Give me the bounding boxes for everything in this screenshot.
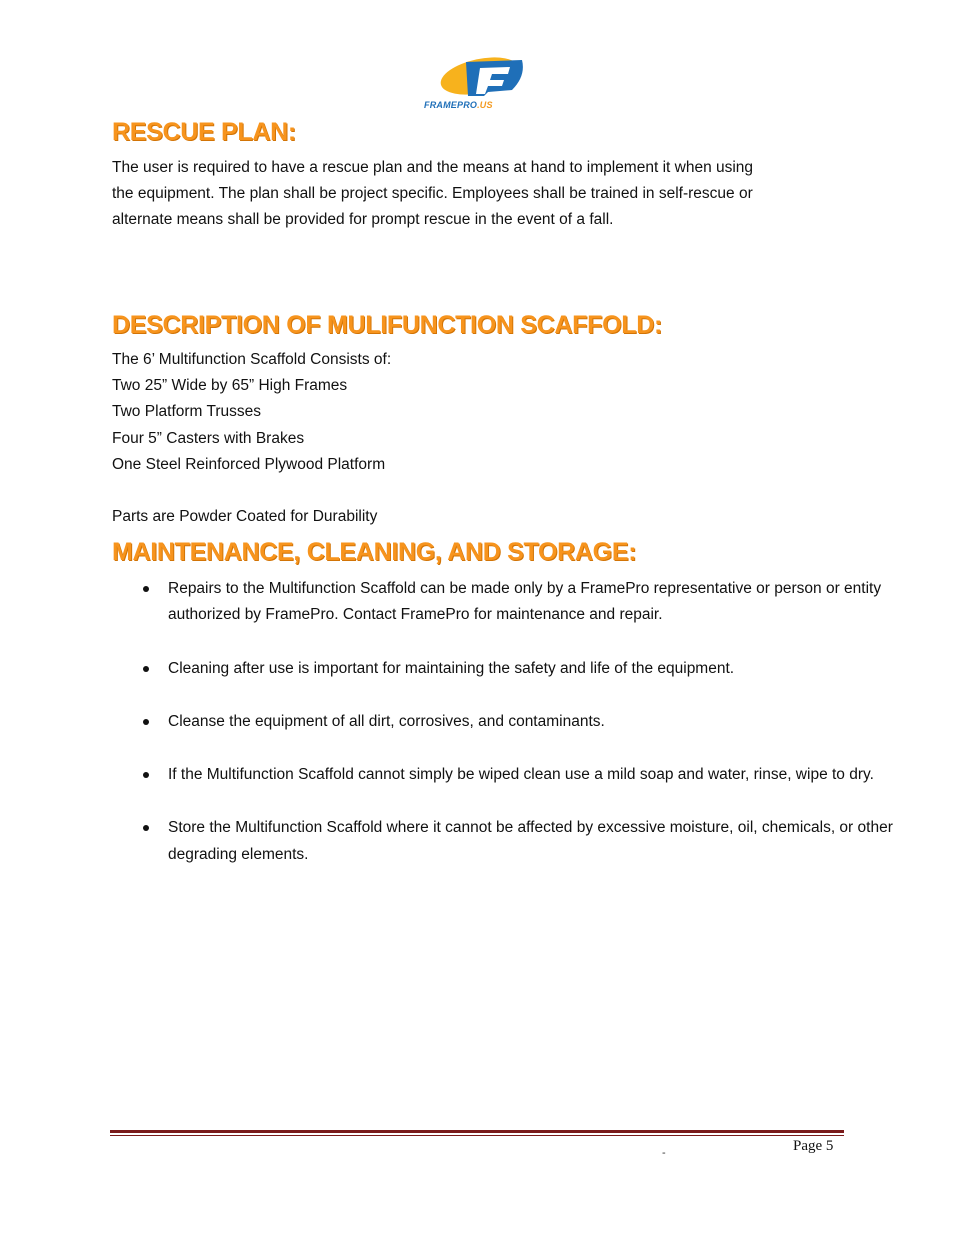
bullet-icon (143, 772, 149, 778)
footer-mark: - (662, 1147, 666, 1159)
footer-rule (110, 1130, 844, 1133)
description-item: Four 5” Casters with Brakes (112, 430, 305, 447)
page-number: Page 5 (793, 1138, 834, 1154)
list-item: Cleaning after use is important for maintaining the safety and life of the equipment. (112, 656, 912, 682)
rescue-plan-line: the equipment. The plan shall be project specific. Employees shall be trained in self-rescue or (112, 185, 753, 202)
list-item: Store the Multifunction Scaffold where it cannot be affected by excessive moisture, oil, chemicals, or other degrading elements. (112, 815, 912, 868)
description-item: Two 25” Wide by 65” High Frames (112, 377, 348, 394)
bullet-icon (143, 586, 149, 592)
bullet-icon (143, 825, 149, 831)
list-item: If the Multifunction Scaffold cannot simply be wiped clean use a mild soap and water, rinse, wipe to dry. (112, 762, 912, 788)
maintenance-list (112, 576, 912, 895)
rescue-plan-line: The user is required to have a rescue plan and the means at hand to implement it when using (112, 159, 754, 176)
bullet-icon (143, 666, 149, 672)
description-note: Parts are Powder Coated for Durability (112, 508, 378, 525)
maintenance-heading: MAINTENANCE, CLEANING, AND STORAGE: (112, 538, 637, 566)
description-item: One Steel Reinforced Plywood Platform (112, 456, 386, 473)
rescue-plan-heading: RESCUE PLAN: (112, 118, 296, 146)
rescue-plan-line: alternate means shall be provided for prompt rescue in the event of a fall. (112, 211, 614, 228)
description-item: Two Platform Trusses (112, 403, 262, 420)
description-heading: DESCRIPTION OF MULIFUNCTION SCAFFOLD: (112, 311, 662, 339)
list-item: Repairs to the Multifunction Scaffold can be made only by a FramePro representative or person or entity authorized by FramePro. Contact FramePro for maintenance and repair. (112, 576, 912, 629)
list-item: Cleanse the equipment of all dirt, corrosives, and contaminants. (112, 709, 912, 735)
footer-rule-thin (110, 1135, 844, 1136)
description-item: The 6’ Multifunction Scaffold Consists of: (112, 351, 392, 368)
bullet-icon (143, 719, 149, 725)
logo-wordmark: FRAMEPRO.US (424, 100, 493, 110)
